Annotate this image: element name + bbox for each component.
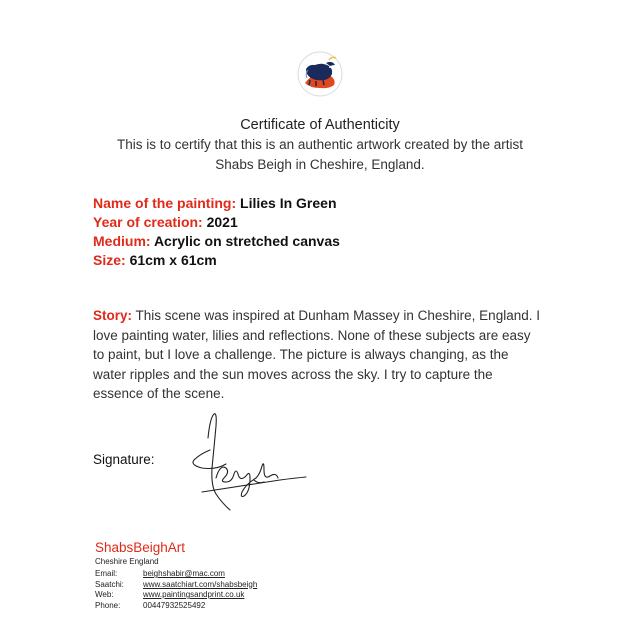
contact-row: Email: beighshabir@mac.com — [95, 569, 225, 578]
contact-row: Saatchi: www.saatchiart.com/shabsbeigh — [95, 579, 258, 589]
painting-details — [93, 194, 340, 270]
painting-name-value: Lilies In Green — [240, 195, 337, 211]
phone-number: 00447932525492 — [143, 600, 206, 610]
brand-location: Cheshire England — [95, 557, 159, 566]
brand-name: ShabsBeighArt — [95, 540, 186, 555]
story-text: This scene was inspired at Dunham Massey in Cheshire, England. I love painting water, lilies and reflections. None of these subjects are easy to paint, but I love a challenge. The picture is always changing, as the water ripples and the sun moves across the sky. I try to capture the essence of the scene. — [93, 308, 540, 401]
year-row: Year of creation: 2021 — [93, 214, 238, 230]
field-label: Name of the painting — [93, 195, 232, 211]
field-label: Size — [93, 252, 122, 268]
signature-label: Signature: — [93, 452, 155, 467]
website-link[interactable]: www.paintingsandprint.co.uk — [143, 590, 245, 599]
medium-value: Acrylic on stretched canvas — [153, 233, 340, 249]
contact-list — [95, 569, 257, 611]
saatchi-link[interactable]: www.saatchiart.com/shabsbeigh — [143, 579, 258, 589]
field-label: Year of creation — [93, 214, 199, 230]
size-value: 61cm x 61cm — [129, 252, 217, 268]
year-value: 2021 — [206, 214, 238, 230]
certificate-statement: This is to certify that this is an authentic artwork created by the artist — [117, 137, 523, 152]
certificate-title: Certificate of Authenticity — [240, 117, 400, 133]
handwritten-signature — [180, 408, 310, 512]
story-paragraph: Story: This scene was inspired at Dunham Massey in Cheshire, England. I love painting water, lilies and reflections. None of these subjects are easy to paint, but I love a challenge. The picture is always changing, as the water ripples and the sun moves across the sky. I try to capture the essence of the scene. — [93, 308, 540, 401]
contact-row: Web: www.paintingsandprint.co.uk — [95, 590, 245, 599]
contact-row: Phone: 00447932525492 — [95, 600, 206, 610]
painting-name-row: Name of the painting: Lilies In Green — [93, 195, 337, 211]
story-label: Story — [93, 308, 128, 323]
field-label: Medium — [93, 233, 146, 249]
email-link[interactable]: beighshabir@mac.com — [143, 569, 225, 578]
size-row: Size: 61cm x 61cm — [93, 252, 217, 268]
medium-row: Medium: Acrylic on stretched canvas — [93, 233, 340, 249]
artist-location: Shabs Beigh in Cheshire, England. — [215, 157, 425, 172]
bull-logo-icon — [296, 50, 344, 98]
